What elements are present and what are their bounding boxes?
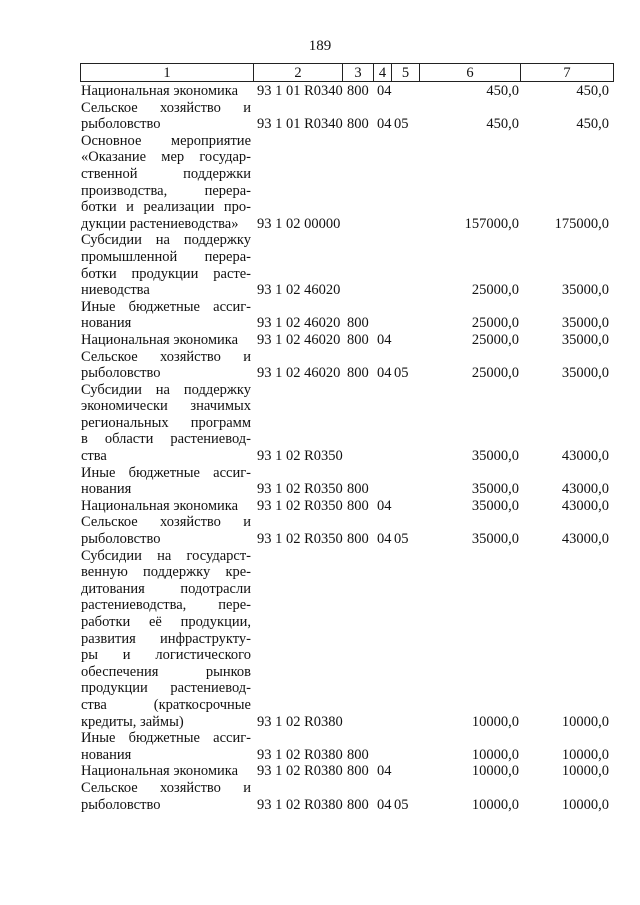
target-article-code: 93 1 02 00000 bbox=[257, 215, 341, 232]
subsection bbox=[394, 299, 421, 332]
row-name-line: Субсидии на государст- bbox=[81, 547, 251, 564]
target-article-code: 93 1 02 46020 bbox=[257, 315, 341, 332]
table-row bbox=[81, 514, 611, 547]
table-header bbox=[80, 63, 614, 82]
subsection: 05 bbox=[394, 531, 409, 548]
amount-col-6: 35000,0 bbox=[471, 497, 519, 514]
amount-col-7: 35000,0 bbox=[561, 331, 609, 348]
row-name bbox=[81, 465, 253, 498]
row-name-line: Субсидии на поддержку bbox=[81, 381, 251, 398]
target-article-code: 93 1 02 R0350 bbox=[257, 531, 343, 548]
expense-type bbox=[347, 382, 377, 465]
row-name-line: ботки и реализации про- bbox=[81, 199, 251, 216]
subsection bbox=[394, 763, 421, 780]
amount-col-6: 157000,0 bbox=[464, 215, 519, 232]
row-name-line: продукции растениевод- bbox=[81, 680, 251, 697]
target-article-code: 93 1 02 R0380 bbox=[257, 796, 343, 813]
amount-col-7: 450,0 bbox=[576, 83, 609, 99]
row-name bbox=[81, 83, 253, 100]
section bbox=[377, 133, 394, 233]
amount-col-6: 10000,0 bbox=[471, 763, 519, 780]
expense-type: 800 bbox=[347, 497, 369, 514]
section: 04 bbox=[377, 763, 392, 780]
target-article-code: 93 1 02 R0380 bbox=[257, 746, 343, 763]
amount-col-6: 450,0 bbox=[486, 83, 519, 99]
row-name-line: производства, перера- bbox=[81, 182, 251, 199]
row-name bbox=[81, 299, 253, 332]
row-name bbox=[81, 349, 253, 382]
expense-type: 800 bbox=[347, 531, 369, 548]
row-name-line: ры и логистического bbox=[81, 647, 251, 664]
expense-type: 800 bbox=[347, 365, 369, 382]
amount-col-7: 35000,0 bbox=[561, 315, 609, 332]
header-col-5: 5 bbox=[392, 64, 420, 82]
target-article-code: 93 1 02 R0350 bbox=[257, 448, 343, 465]
amount-col-7: 43000,0 bbox=[561, 481, 609, 498]
table-row bbox=[81, 100, 611, 133]
row-name-line: Национальная экономика bbox=[81, 331, 239, 348]
amount-col-7: 10000,0 bbox=[561, 763, 609, 780]
row-name-line: ниеводства bbox=[81, 282, 150, 299]
header-col-1: 1 bbox=[81, 64, 254, 82]
row-name-line: «Оказание мер государ- bbox=[81, 149, 251, 166]
target-article-code: 93 1 02 R0380 bbox=[257, 763, 343, 780]
table-row bbox=[81, 332, 611, 349]
target-article-code: 93 1 02 46020 bbox=[257, 282, 341, 299]
table-row bbox=[81, 382, 611, 465]
target-article-code: 93 1 02 R0350 bbox=[257, 497, 343, 514]
row-name-line: работки её продукции, bbox=[81, 614, 251, 630]
row-name-line: обеспечения рынков bbox=[81, 663, 251, 680]
row-name bbox=[81, 332, 253, 349]
row-name-line: Субсидии на поддержку bbox=[81, 232, 251, 249]
row-name-line: развития инфраструкту- bbox=[81, 630, 251, 647]
target-article-code: 93 1 01 R0340 bbox=[257, 83, 343, 99]
amount-col-6: 25000,0 bbox=[471, 315, 519, 332]
amount-col-7: 10000,0 bbox=[561, 746, 609, 763]
header-col-2: 2 bbox=[254, 64, 343, 82]
amount-col-6: 35000,0 bbox=[471, 531, 519, 548]
row-name bbox=[81, 548, 253, 731]
row-name-line: Национальная экономика bbox=[81, 83, 239, 99]
amount-col-6: 10000,0 bbox=[471, 746, 519, 763]
amount-col-6: 450,0 bbox=[486, 116, 519, 133]
amount-col-6: 10000,0 bbox=[471, 713, 519, 730]
section bbox=[377, 730, 394, 763]
table-row bbox=[81, 232, 611, 298]
amount-col-7: 450,0 bbox=[576, 116, 609, 133]
budget-table bbox=[81, 83, 611, 813]
section: 04 bbox=[377, 796, 392, 813]
row-name bbox=[81, 780, 253, 813]
section: 04 bbox=[377, 365, 392, 382]
section: 04 bbox=[377, 116, 392, 133]
amount-col-6: 25000,0 bbox=[471, 365, 519, 382]
row-name-line: экономически значимых bbox=[81, 398, 251, 415]
row-name-line: в области растениевод- bbox=[81, 431, 251, 448]
table-row bbox=[81, 498, 611, 515]
expense-type: 800 bbox=[347, 116, 369, 133]
table-row bbox=[81, 299, 611, 332]
row-name-line: Сельское хозяйство и bbox=[81, 779, 251, 796]
row-name-line: дукции растениеводства» bbox=[81, 215, 239, 232]
row-name-line: Иные бюджетные ассиг- bbox=[81, 298, 251, 315]
amount-col-7: 43000,0 bbox=[561, 497, 609, 514]
row-name-line: Иные бюджетные ассиг- bbox=[81, 730, 251, 747]
section bbox=[377, 299, 394, 332]
row-name-line: Национальная экономика bbox=[81, 763, 239, 780]
section: 04 bbox=[377, 83, 392, 99]
row-name-line: дитования подотрасли bbox=[81, 580, 251, 597]
table-row bbox=[81, 730, 611, 763]
expense-type: 800 bbox=[347, 746, 369, 763]
row-name bbox=[81, 232, 253, 298]
subsection bbox=[394, 548, 421, 731]
expense-type: 800 bbox=[347, 315, 369, 332]
amount-col-6: 25000,0 bbox=[471, 331, 519, 348]
row-name-line: Основное мероприятие bbox=[81, 132, 251, 149]
subsection bbox=[394, 730, 421, 763]
target-article-code: 93 1 01 R0340 bbox=[257, 116, 343, 133]
row-name bbox=[81, 382, 253, 465]
row-name-line: кредиты, займы) bbox=[81, 713, 184, 730]
row-name-line: рыболовство bbox=[81, 365, 161, 382]
expense-type: 800 bbox=[347, 481, 369, 498]
row-name-line: нования bbox=[81, 315, 132, 332]
row-name-line: нования bbox=[81, 746, 132, 763]
table-row bbox=[81, 133, 611, 233]
table-row bbox=[81, 548, 611, 731]
amount-col-6: 25000,0 bbox=[471, 282, 519, 299]
section bbox=[377, 465, 394, 498]
row-name-line: рыболовство bbox=[81, 796, 161, 813]
row-name-line: региональных программ bbox=[81, 414, 251, 431]
subsection bbox=[394, 332, 421, 349]
header-col-6: 6 bbox=[420, 64, 521, 82]
amount-col-6: 35000,0 bbox=[471, 481, 519, 498]
row-name bbox=[81, 730, 253, 763]
subsection bbox=[394, 133, 421, 233]
amount-col-7: 10000,0 bbox=[561, 796, 609, 813]
page-number: 189 bbox=[308, 38, 332, 54]
section bbox=[377, 548, 394, 731]
row-name bbox=[81, 100, 253, 133]
section: 04 bbox=[377, 331, 392, 348]
budget-table-body bbox=[81, 83, 611, 813]
header-col-3: 3 bbox=[343, 64, 374, 82]
amount-col-7: 35000,0 bbox=[561, 365, 609, 382]
row-name-line: ства bbox=[81, 448, 107, 465]
expense-type: 800 bbox=[347, 796, 369, 813]
subsection bbox=[394, 232, 421, 298]
expense-type bbox=[347, 232, 377, 298]
target-article-code: 93 1 02 R0380 bbox=[257, 713, 343, 730]
target-article-code: 93 1 02 46020 bbox=[257, 331, 341, 348]
section bbox=[377, 232, 394, 298]
subsection bbox=[394, 498, 421, 515]
header-col-7: 7 bbox=[521, 64, 614, 82]
section bbox=[377, 382, 394, 465]
row-name-line: Иные бюджетные ассиг- bbox=[81, 464, 251, 481]
subsection bbox=[394, 83, 421, 100]
expense-type: 800 bbox=[347, 763, 369, 780]
target-article-code: 93 1 02 46020 bbox=[257, 365, 341, 382]
subsection: 05 bbox=[394, 365, 409, 382]
row-name-line: нования bbox=[81, 481, 132, 498]
target-article-code: 93 1 02 R0350 bbox=[257, 481, 343, 498]
amount-col-6: 10000,0 bbox=[471, 796, 519, 813]
row-name-line: растениеводства, пере- bbox=[81, 597, 251, 614]
expense-type: 800 bbox=[347, 83, 369, 99]
row-name-line: рыболовство bbox=[81, 116, 161, 133]
table-row bbox=[81, 780, 611, 813]
row-name-line: ботки продукции расте- bbox=[81, 265, 251, 282]
expense-type bbox=[347, 548, 377, 731]
expense-type: 800 bbox=[347, 331, 369, 348]
row-name-line: венную поддержку кре- bbox=[81, 564, 251, 581]
table-row bbox=[81, 763, 611, 780]
row-name bbox=[81, 514, 253, 547]
subsection bbox=[394, 382, 421, 465]
subsection bbox=[394, 465, 421, 498]
section: 04 bbox=[377, 497, 392, 514]
subsection: 05 bbox=[394, 116, 409, 133]
table-row bbox=[81, 83, 611, 100]
amount-col-7: 43000,0 bbox=[561, 531, 609, 548]
row-name-line: ственной поддержки bbox=[81, 165, 251, 182]
section: 04 bbox=[377, 531, 392, 548]
table-row bbox=[81, 349, 611, 382]
amount-col-7: 43000,0 bbox=[561, 448, 609, 465]
amount-col-6: 35000,0 bbox=[471, 448, 519, 465]
amount-col-7: 35000,0 bbox=[561, 282, 609, 299]
row-name-line: Национальная экономика bbox=[81, 497, 239, 514]
row-name-line: ства (краткосрочные bbox=[81, 696, 251, 713]
subsection: 05 bbox=[394, 796, 409, 813]
row-name-line: рыболовство bbox=[81, 531, 161, 548]
table-row bbox=[81, 465, 611, 498]
amount-col-7: 175000,0 bbox=[554, 215, 609, 232]
amount-col-7: 10000,0 bbox=[561, 713, 609, 730]
row-name-line: промышленной перера- bbox=[81, 248, 251, 265]
row-name-line: Сельское хозяйство и bbox=[81, 514, 251, 531]
row-name-line: Сельское хозяйство и bbox=[81, 99, 251, 116]
row-name bbox=[81, 498, 253, 515]
row-name-line: Сельское хозяйство и bbox=[81, 348, 251, 365]
expense-type bbox=[347, 133, 377, 233]
row-name bbox=[81, 133, 253, 233]
header-col-4: 4 bbox=[374, 64, 392, 82]
row-name bbox=[81, 763, 253, 780]
